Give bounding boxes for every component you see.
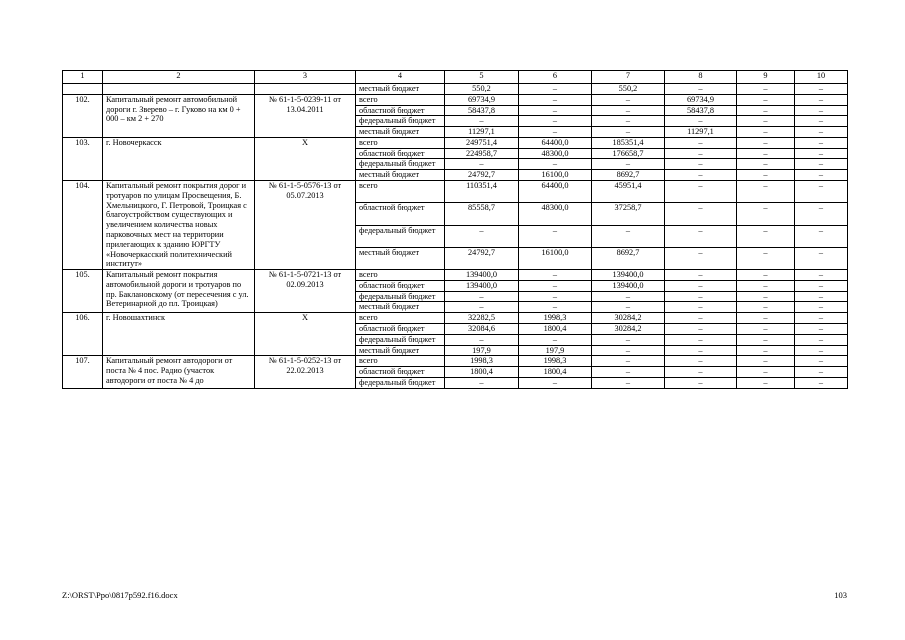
value-cell: – — [737, 127, 795, 138]
value-cell: 11297,1 — [445, 127, 519, 138]
value-cell: – — [665, 159, 737, 170]
value-cell: 1998,3 — [519, 356, 592, 367]
empty-cell — [103, 84, 255, 95]
value-cell: – — [445, 302, 519, 313]
value-cell: 1998,3 — [445, 356, 519, 367]
value-cell: 11297,1 — [665, 127, 737, 138]
value-cell: 1800,4 — [445, 367, 519, 378]
header-cell: 10 — [795, 71, 848, 84]
value-cell: – — [665, 181, 737, 203]
object-name: Капитальный ремонт автомобильной дороги г. Зверево – г. Гуково на км 0 + 000 – км 2 + 270 — [103, 94, 255, 137]
value-cell: – — [795, 181, 848, 203]
value-cell: – — [737, 367, 795, 378]
value-cell: 85558,7 — [445, 203, 519, 225]
value-cell: – — [737, 323, 795, 334]
value-cell: – — [445, 225, 519, 247]
value-cell: – — [592, 105, 665, 116]
item-number: 102. — [63, 94, 103, 137]
value-cell: – — [665, 313, 737, 324]
header-cell: 2 — [103, 71, 255, 84]
item-row — [63, 137, 848, 148]
value-cell: 58437,8 — [665, 105, 737, 116]
object-name: г. Новошахтинск — [103, 313, 255, 356]
value-cell: – — [737, 105, 795, 116]
value-cell: – — [737, 137, 795, 148]
funding-source: областной бюджет — [356, 280, 445, 291]
value-cell: 30284,2 — [592, 313, 665, 324]
value-cell: – — [519, 291, 592, 302]
value-cell: – — [519, 84, 592, 95]
header-cell: 1 — [63, 71, 103, 84]
value-cell: – — [592, 356, 665, 367]
value-cell: – — [519, 270, 592, 281]
value-cell: 69734,9 — [665, 94, 737, 105]
value-cell: – — [592, 367, 665, 378]
value-cell: – — [519, 105, 592, 116]
funding-source: всего — [356, 181, 445, 203]
value-cell: – — [795, 116, 848, 127]
value-cell: – — [737, 225, 795, 247]
value-cell: – — [795, 291, 848, 302]
value-cell: 37258,7 — [592, 203, 665, 225]
funding-source: федеральный бюджет — [356, 116, 445, 127]
value-cell: – — [795, 356, 848, 367]
value-cell: – — [592, 345, 665, 356]
value-cell: – — [665, 225, 737, 247]
document-ref: № 61-1-5-0576-13 от 05.07.2013 — [255, 181, 356, 270]
document-ref: № 61-1-5-0252-13 от 22.02.2013 — [255, 356, 356, 388]
value-cell: – — [445, 291, 519, 302]
value-cell: – — [665, 377, 737, 388]
value-cell: – — [592, 225, 665, 247]
empty-cell — [255, 84, 356, 95]
value-cell: – — [795, 127, 848, 138]
value-cell: – — [665, 247, 737, 269]
value-cell: – — [592, 302, 665, 313]
item-row — [63, 270, 848, 281]
header-cell: 6 — [519, 71, 592, 84]
value-cell: – — [445, 116, 519, 127]
value-cell: – — [592, 94, 665, 105]
value-cell: – — [795, 94, 848, 105]
value-cell: 249751,4 — [445, 137, 519, 148]
value-cell: – — [737, 203, 795, 225]
value-cell: 110351,4 — [445, 181, 519, 203]
value-cell: – — [737, 181, 795, 203]
page-number: 103 — [834, 590, 847, 600]
value-cell: – — [519, 280, 592, 291]
funding-source: областной бюджет — [356, 367, 445, 378]
value-cell: – — [665, 345, 737, 356]
value-cell: – — [795, 203, 848, 225]
object-name: Капитальный ремонт покрытия автомобильной дороги и тротуаров по пр. Баклановскому (от пересечения с ул. Ветеринарной до пл. Троицкая) — [103, 270, 255, 313]
value-cell: – — [519, 377, 592, 388]
table-body — [63, 71, 848, 389]
item-number: 106. — [63, 313, 103, 356]
funding-source: всего — [356, 356, 445, 367]
value-cell: – — [737, 270, 795, 281]
value-cell: – — [737, 356, 795, 367]
funding-source: федеральный бюджет — [356, 334, 445, 345]
value-cell: 8692,7 — [592, 247, 665, 269]
value-cell: – — [795, 323, 848, 334]
document-ref: № 61-1-5-0721-13 от 02.09.2013 — [255, 270, 356, 313]
value-cell: – — [795, 270, 848, 281]
value-cell: – — [795, 170, 848, 181]
object-name: Капитальный ремонт автодороги от поста № 4 пос. Радио (участок автодороги от поста № 4 до — [103, 356, 255, 388]
object-name: г. Новочеркасск — [103, 137, 255, 180]
value-cell: 139400,0 — [592, 270, 665, 281]
funding-source: всего — [356, 313, 445, 324]
header-cell: 7 — [592, 71, 665, 84]
funding-source: местный бюджет — [356, 84, 445, 95]
header-cell: 8 — [665, 71, 737, 84]
value-cell: – — [737, 377, 795, 388]
funding-source: федеральный бюджет — [356, 159, 445, 170]
funding-source: федеральный бюджет — [356, 225, 445, 247]
funding-source: областной бюджет — [356, 148, 445, 159]
continuation-row — [63, 84, 848, 95]
value-cell: – — [665, 367, 737, 378]
value-cell: – — [665, 84, 737, 95]
value-cell: 69734,9 — [445, 94, 519, 105]
value-cell: 48300,0 — [519, 148, 592, 159]
value-cell: – — [592, 334, 665, 345]
value-cell: 16100,0 — [519, 170, 592, 181]
value-cell: – — [665, 334, 737, 345]
value-cell: – — [795, 137, 848, 148]
funding-source: областной бюджет — [356, 323, 445, 334]
funding-source: федеральный бюджет — [356, 291, 445, 302]
empty-cell — [63, 84, 103, 95]
value-cell: – — [592, 159, 665, 170]
value-cell: – — [737, 116, 795, 127]
value-cell: – — [737, 334, 795, 345]
value-cell: – — [795, 345, 848, 356]
value-cell: – — [737, 148, 795, 159]
value-cell: – — [592, 116, 665, 127]
value-cell: – — [737, 291, 795, 302]
value-cell: – — [665, 270, 737, 281]
value-cell: – — [665, 323, 737, 334]
value-cell: – — [795, 159, 848, 170]
value-cell: – — [519, 334, 592, 345]
funding-source: областной бюджет — [356, 203, 445, 225]
value-cell: – — [737, 313, 795, 324]
funding-source: всего — [356, 137, 445, 148]
value-cell: – — [795, 247, 848, 269]
value-cell: – — [737, 247, 795, 269]
value-cell: – — [795, 313, 848, 324]
value-cell: 24792,7 — [445, 247, 519, 269]
value-cell: – — [665, 291, 737, 302]
value-cell: – — [795, 148, 848, 159]
value-cell: 32282,5 — [445, 313, 519, 324]
value-cell: 550,2 — [445, 84, 519, 95]
item-number: 104. — [63, 181, 103, 270]
budget-table — [62, 70, 848, 389]
value-cell: – — [665, 280, 737, 291]
value-cell: 139400,0 — [445, 270, 519, 281]
value-cell: 48300,0 — [519, 203, 592, 225]
value-cell: – — [737, 94, 795, 105]
value-cell: – — [737, 302, 795, 313]
value-cell: – — [795, 334, 848, 345]
value-cell: – — [795, 280, 848, 291]
value-cell: 197,9 — [519, 345, 592, 356]
header-cell: 3 — [255, 71, 356, 84]
funding-source: всего — [356, 270, 445, 281]
value-cell: 30284,2 — [592, 323, 665, 334]
footer-file-path: Z:\ORST\Ppo\0817p592.f16.docx — [62, 590, 178, 600]
value-cell: – — [445, 334, 519, 345]
value-cell: – — [737, 84, 795, 95]
value-cell: – — [592, 377, 665, 388]
item-row — [63, 181, 848, 203]
value-cell: – — [665, 356, 737, 367]
value-cell: – — [592, 127, 665, 138]
funding-source: местный бюджет — [356, 345, 445, 356]
value-cell: – — [665, 203, 737, 225]
value-cell: 1800,4 — [519, 367, 592, 378]
value-cell: – — [519, 225, 592, 247]
document-ref: Х — [255, 137, 356, 180]
item-row — [63, 356, 848, 367]
value-cell: 139400,0 — [445, 280, 519, 291]
item-number: 105. — [63, 270, 103, 313]
value-cell: 224958,7 — [445, 148, 519, 159]
document-ref: Х — [255, 313, 356, 356]
funding-source: местный бюджет — [356, 302, 445, 313]
value-cell: 197,9 — [445, 345, 519, 356]
item-number: 103. — [63, 137, 103, 180]
funding-source: местный бюджет — [356, 247, 445, 269]
value-cell: 58437,8 — [445, 105, 519, 116]
funding-source: местный бюджет — [356, 127, 445, 138]
value-cell: – — [519, 127, 592, 138]
value-cell: – — [519, 159, 592, 170]
value-cell: 176658,7 — [592, 148, 665, 159]
value-cell: 45951,4 — [592, 181, 665, 203]
value-cell: – — [665, 116, 737, 127]
value-cell: – — [795, 367, 848, 378]
column-number-header — [63, 71, 848, 84]
value-cell: 139400,0 — [592, 280, 665, 291]
value-cell: – — [795, 377, 848, 388]
document-ref: № 61-1-5-0239-11 от 13.04.2011 — [255, 94, 356, 137]
value-cell: – — [795, 84, 848, 95]
item-row — [63, 313, 848, 324]
value-cell: – — [519, 116, 592, 127]
value-cell: 32084,6 — [445, 323, 519, 334]
value-cell: 1998,3 — [519, 313, 592, 324]
value-cell: – — [795, 302, 848, 313]
value-cell: 8692,7 — [592, 170, 665, 181]
value-cell: 64400,0 — [519, 137, 592, 148]
value-cell: – — [737, 170, 795, 181]
value-cell: – — [445, 377, 519, 388]
header-cell: 5 — [445, 71, 519, 84]
value-cell: – — [665, 148, 737, 159]
value-cell: – — [519, 302, 592, 313]
value-cell: – — [665, 137, 737, 148]
header-cell: 9 — [737, 71, 795, 84]
funding-source: всего — [356, 94, 445, 105]
value-cell: – — [737, 159, 795, 170]
value-cell: 64400,0 — [519, 181, 592, 203]
value-cell: – — [795, 105, 848, 116]
funding-source: местный бюджет — [356, 170, 445, 181]
item-number: 107. — [63, 356, 103, 388]
value-cell: 24792,7 — [445, 170, 519, 181]
value-cell: – — [737, 345, 795, 356]
value-cell: 1800,4 — [519, 323, 592, 334]
value-cell: – — [665, 302, 737, 313]
funding-source: федеральный бюджет — [356, 377, 445, 388]
value-cell: 185351,4 — [592, 137, 665, 148]
value-cell: – — [737, 280, 795, 291]
header-cell: 4 — [356, 71, 445, 84]
object-name: Капитальный ремонт покрытия дорог и тротуаров по улицам Просвещения, Б. Хмельницкого, Г. Петровой, Троицкая с благоустройством существующих и увеличением количества новых парковочных мест на территории прилегающих к зданию ЮРГТУ «Новочеркасский политехнический институт» — [103, 181, 255, 270]
value-cell: – — [519, 94, 592, 105]
funding-source: областной бюджет — [356, 105, 445, 116]
value-cell: – — [445, 159, 519, 170]
value-cell: – — [795, 225, 848, 247]
value-cell: – — [665, 170, 737, 181]
value-cell: 16100,0 — [519, 247, 592, 269]
item-row — [63, 94, 848, 105]
value-cell: 550,2 — [592, 84, 665, 95]
value-cell: – — [592, 291, 665, 302]
